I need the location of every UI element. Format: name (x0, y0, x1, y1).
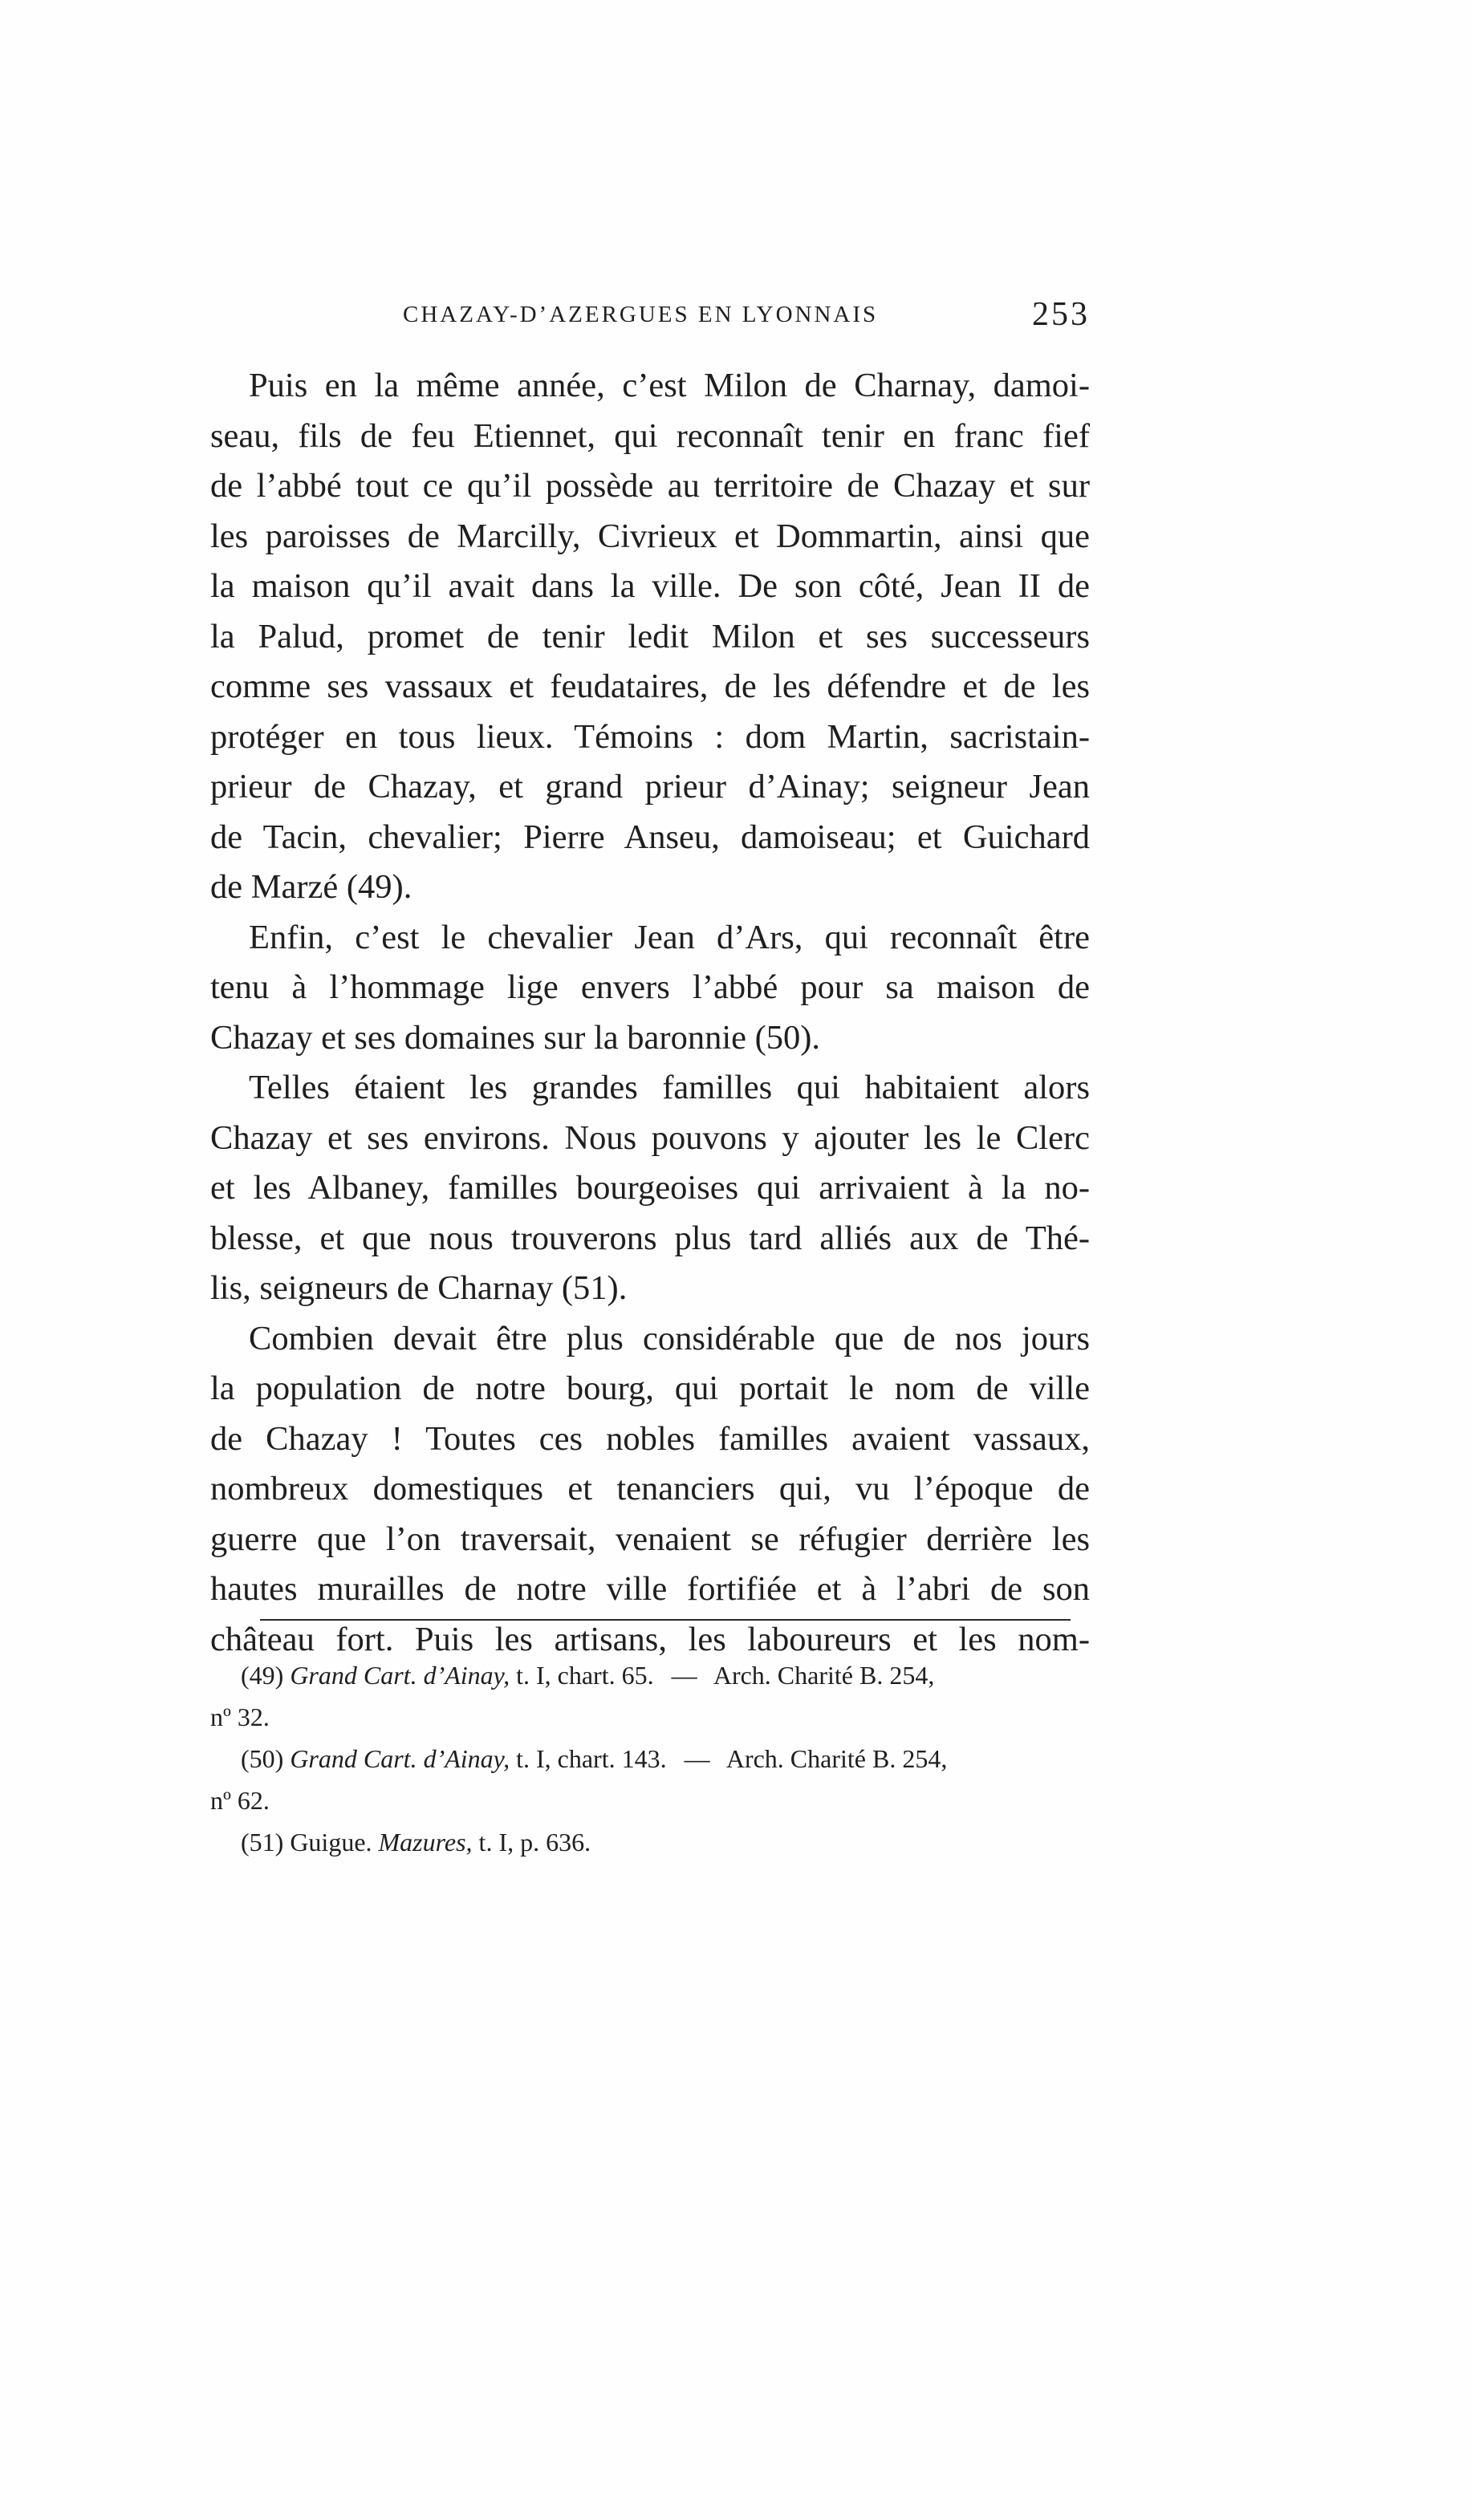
footnote-author: Guigue. (290, 1828, 372, 1857)
text-line: nombreux domestiques et tenanciers qui, vu l’époque de (210, 1470, 1090, 1508)
text-line: tenu à l’hommage lige envers l’abbé pour sa maison de (210, 968, 1090, 1006)
footnote-number: (50) (241, 1744, 284, 1773)
text-line: protéger en tous lieux. Témoins : dom Martin, sacristain- (210, 717, 1090, 756)
running-title: CHAZAY-D’AZERGUES EN LYONNAIS (403, 302, 879, 327)
text-line: les paroisses de Marcilly, Civrieux et Dommartin, ainsi que (210, 517, 1090, 555)
text-line: la population de notre bourg, qui portait le nom de ville (210, 1370, 1090, 1407)
text-line: lis, seigneurs de Charnay (51). (210, 1269, 628, 1307)
footnote-archive: Arch. Charité B. 254, (713, 1661, 935, 1690)
footnote-49-continuation: nº 32. (210, 1702, 270, 1731)
footnote-rule (260, 1619, 1071, 1621)
footnote-number: (51) (241, 1828, 284, 1857)
text-line: la maison qu’il avait dans la ville. De son côté, Jean II de (210, 567, 1090, 605)
footnote-source: Mazures, (378, 1828, 473, 1857)
footnote-ref: t. I, chart. 65. (516, 1661, 654, 1690)
text-line: et les Albaney, familles bourgeoises qui arrivaient à la no- (210, 1169, 1090, 1207)
footnote-ref: t. I, p. 636. (478, 1828, 591, 1857)
footnote-dash: — (671, 1661, 697, 1690)
running-head (210, 295, 1090, 343)
text-line: de Tacin, chevalier; Pierre Anseu, damoiseau; et Guichard (210, 818, 1090, 856)
footnotes (210, 1654, 1069, 1863)
footnote-ref: t. I, chart. 143. (516, 1744, 667, 1773)
text-line: Combien devait être plus considérable que de nos jours (249, 1319, 1090, 1357)
footnote-49 (210, 1654, 1069, 1696)
text-line: château fort. Puis les artisans, les laboureurs et les nom- (210, 1620, 1090, 1658)
text-line: la Palud, promet de tenir ledit Milon et ses successeurs (210, 617, 1090, 655)
text-line: blesse, et que nous trouverons plus tard alliés aux de Thé- (210, 1219, 1090, 1257)
footnote-50-continuation: nº 62. (210, 1786, 270, 1815)
text-line: de Chazay ! Toutes ces nobles familles avaient vassaux, (210, 1419, 1090, 1458)
footnote-51 (210, 1821, 1069, 1863)
text-line: Chazay et ses domaines sur la baronnie (50). (210, 1018, 821, 1057)
text-line: hautes murailles de notre ville fortifiée et à l’abri de son (210, 1570, 1090, 1608)
text-line: Enfin, c’est le chevalier Jean d’Ars, qui reconnaît être (249, 918, 1090, 956)
text-line: de l’abbé tout ce qu’il possède au territoire de Chazay et sur (210, 467, 1090, 505)
text-line: Telles étaient les grandes familles qui habitaient alors (249, 1069, 1090, 1106)
text-line: Chazay et ses environs. Nous pouvons y ajouter les le Clerc (210, 1118, 1090, 1157)
footnote-source: Grand Cart. d’Ainay, (290, 1744, 510, 1773)
text-line: prieur de Chazay, et grand prieur d’Ainay; seigneur Jean (210, 768, 1090, 806)
footnote-archive: Arch. Charité B. 254, (725, 1744, 948, 1773)
text-line: Puis en la même année, c’est Milon de Charnay, damoi- (249, 367, 1090, 404)
text-line: guerre que l’on traversait, venaient se réfugier derrière les (210, 1520, 1090, 1558)
footnote-50 (210, 1738, 1069, 1779)
text-line: seau, fils de feu Etiennet, qui reconnaît tenir en franc fief (210, 416, 1090, 455)
text-line: de Marzé (49). (210, 868, 412, 906)
text-line: comme ses vassaux et feudataires, de les défendre et de les (210, 668, 1090, 705)
footnote-dash: — (684, 1744, 710, 1773)
body-text (210, 361, 1090, 1665)
footnote-number: (49) (241, 1661, 284, 1690)
footnote-source: Grand Cart. d’Ainay, (290, 1661, 510, 1690)
page-number: 253 (1032, 296, 1090, 333)
